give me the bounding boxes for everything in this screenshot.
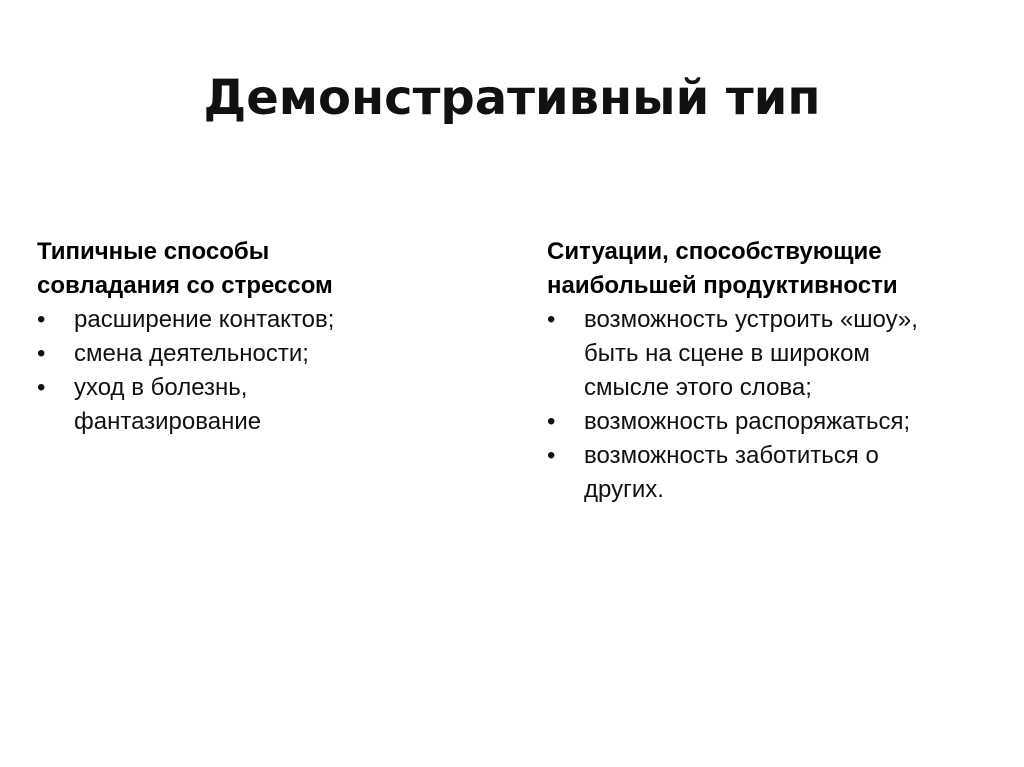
bullet-icon: • <box>547 306 556 333</box>
list-item <box>547 439 997 507</box>
bullet-icon: • <box>547 442 556 469</box>
list-item <box>547 405 997 439</box>
bullet-icon: • <box>37 374 46 401</box>
right-column-heading <box>547 235 997 303</box>
right-heading-line: наибольшей продуктивности <box>547 272 898 299</box>
bullet-icon: • <box>37 340 46 367</box>
slide-title: Демонстративный тип <box>203 70 821 126</box>
list-item-text: смысле этого слова; <box>584 374 812 401</box>
left-heading-line: Типичные способы <box>37 238 270 265</box>
list-item-text: возможность распоряжаться; <box>584 408 911 435</box>
left-heading-line: совладания со стрессом <box>37 272 333 299</box>
list-item-text: смена деятельности; <box>74 340 309 367</box>
right-bullet-list <box>547 303 997 507</box>
list-item <box>37 337 487 371</box>
left-column-heading <box>37 235 487 303</box>
list-item-text: расширение контактов; <box>74 306 335 333</box>
list-item-text: возможность устроить «шоу», <box>584 306 918 333</box>
bullet-icon: • <box>547 408 556 435</box>
right-heading-line: Ситуации, способствующие <box>547 238 882 265</box>
list-item-text: возможность заботиться о <box>584 442 879 469</box>
list-item <box>37 303 487 337</box>
list-item <box>547 303 997 405</box>
list-item-text: уход в болезнь, <box>74 374 248 401</box>
list-item <box>37 371 487 439</box>
left-bullet-list <box>37 303 487 439</box>
left-column <box>37 235 487 439</box>
list-item-text: других. <box>584 476 664 503</box>
list-item-text: быть на сцене в широком <box>584 340 870 367</box>
right-column <box>547 235 997 507</box>
list-item-text: фантазирование <box>74 408 262 435</box>
bullet-icon: • <box>37 306 46 333</box>
